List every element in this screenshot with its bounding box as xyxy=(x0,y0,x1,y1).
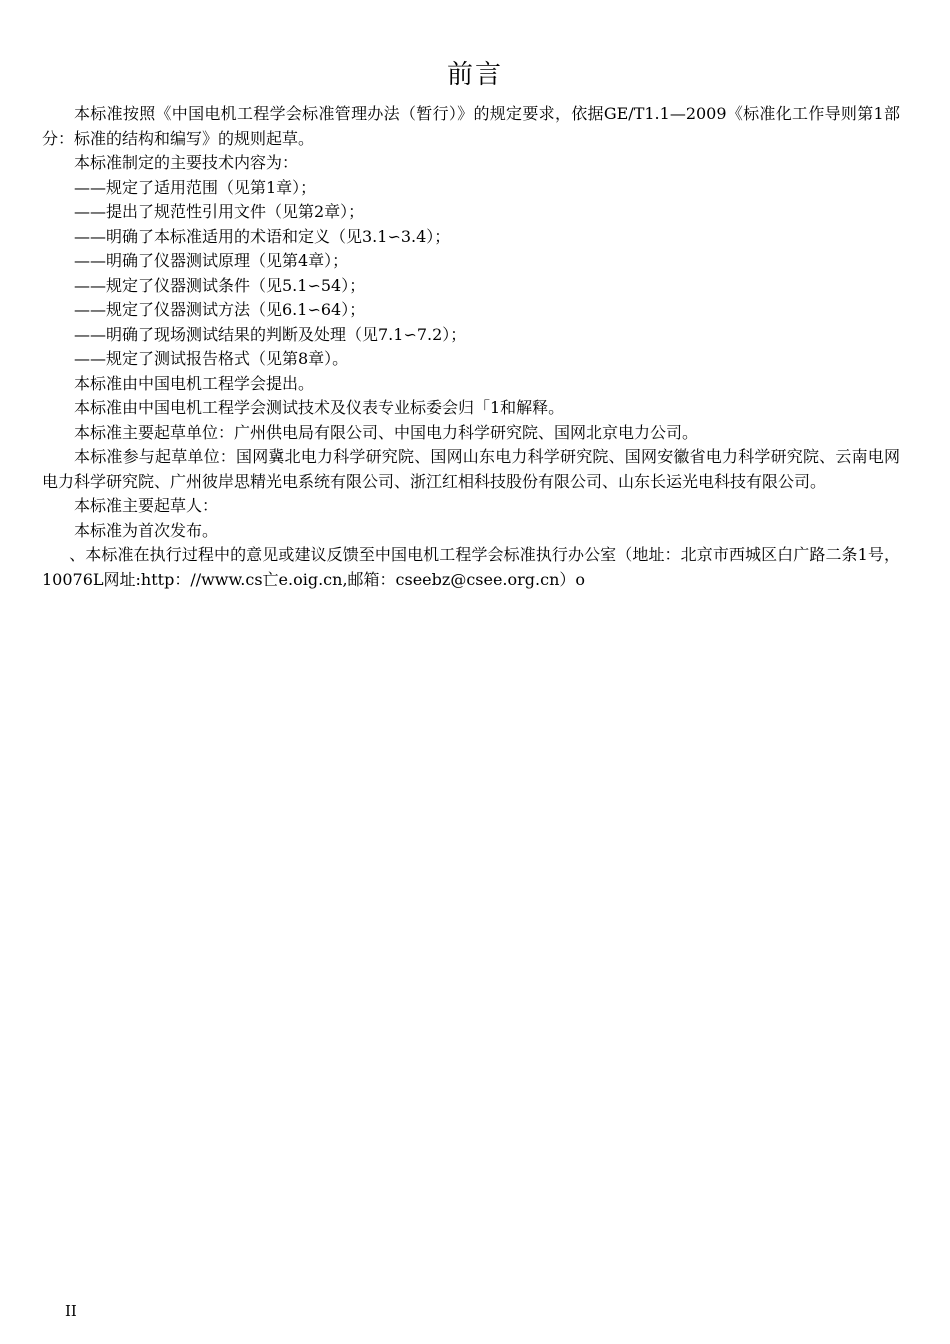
list-item: ——规定了适用范围（见第1章）； xyxy=(74,177,317,197)
paragraph-drafting-basis: 本标准按照《中国电机工程学会标准管理办法（暂行）》的规定要求，依据GE/T1.1—2009《标准化工作导则第1部分：标准的结构和编写》的规则起草。 xyxy=(42,104,900,148)
document-body xyxy=(42,102,900,592)
list-item: ——规定了测试报告格式（见第8章）。 xyxy=(74,349,349,368)
list-item: ——明确了本标准适用的术语和定义（见3.1∽3.4）； xyxy=(74,226,451,246)
page-title: 前言 xyxy=(446,60,503,90)
page-number: II xyxy=(65,1302,77,1320)
list-item: ——规定了仪器测试条件（见5.1∽54）； xyxy=(74,275,366,295)
paragraph-interpretation: 本标准由中国电机工程学会测试技术及仪表专业标委会归「1和解释。 xyxy=(74,398,565,417)
paragraph-drafters-list: 本标准主要起草人： xyxy=(74,496,219,515)
paragraph-main-content-intro: 本标准制定的主要技术内容为： xyxy=(74,153,299,172)
list-item: ——明确了现场测试结果的判断及处理（见7.1∽7.2）； xyxy=(74,324,467,344)
paragraph-participating-drafters: 本标准参与起草单位：国网冀北电力科学研究院、国网山东电力科学研究院、国网安徽省电力科学研究院、云南电网电力科学研究院、广州彼岸思精光电系统有限公司、浙江红相科技股份有限公司、山东长运光电科技有限公司。 xyxy=(42,447,900,491)
list-item: ——提出了规范性引用文件（见第2章）； xyxy=(74,202,365,221)
list-item: ——明确了仪器测试原理（见第4章）； xyxy=(74,251,349,270)
paragraph-proposer: 本标准由中国电机工程学会提出。 xyxy=(74,373,315,393)
list-item: ——规定了仪器测试方法（见6.1∽64）； xyxy=(74,300,366,319)
paragraph-feedback-contact: 、本标准在执行过程中的意见或建议反馈至中国电机工程学会标准执行办公室（地址：北京市西城区白广路二条1号，10076L网址:http：//www.cs亡e.oig.cn,邮箱：cseebz@csee.org.cn）o xyxy=(42,545,900,589)
paragraph-main-drafters: 本标准主要起草单位：广州供电局有限公司、中国电力科学研究院、国网北京电力公司。 xyxy=(74,422,699,442)
paragraph-first-release: 本标准为首次发布。 xyxy=(74,520,219,540)
